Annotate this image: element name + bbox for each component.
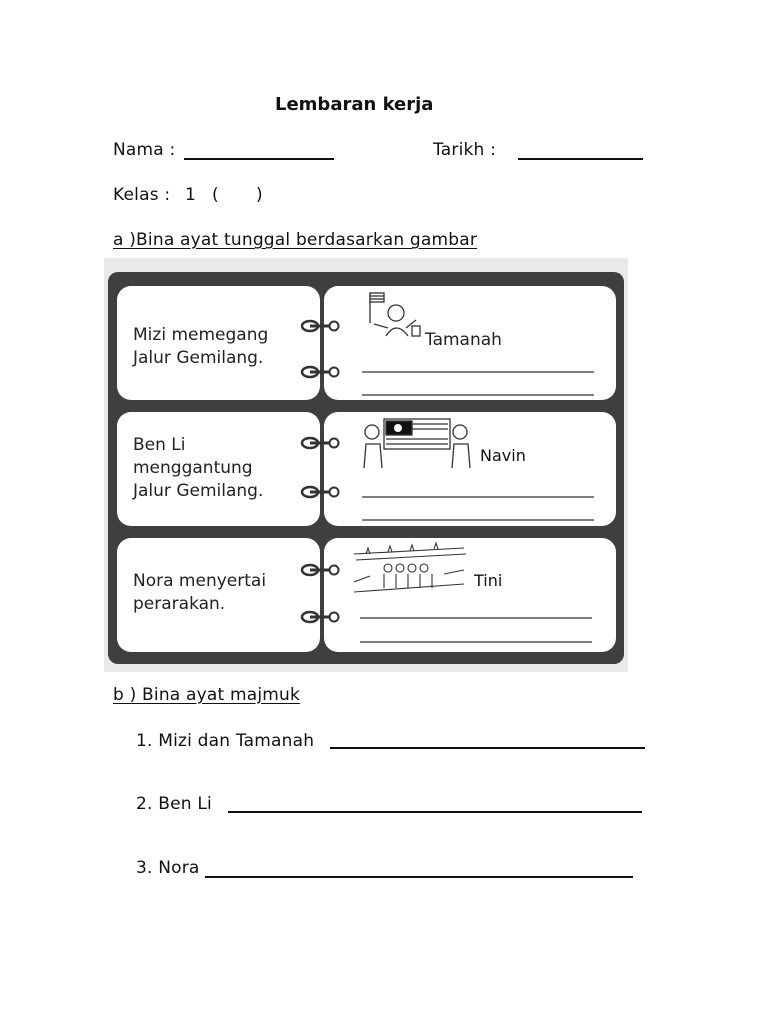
item-2-text: 2. Ben Li [136,794,212,814]
row-1-sentence-line1: Mizi memegang [133,325,269,345]
kelas-value: 1 [185,185,197,205]
row-1 [117,286,616,400]
kelas-bracket-open: ( [212,185,219,205]
item-1-text: 1. Mizi dan Tamanah [136,731,315,751]
kelas-label: Kelas : [113,185,171,205]
row-3-right-card [324,538,616,652]
section-b-heading: b ) Bina ayat majmuk [113,685,301,705]
row-2-sentence-line1: Ben Li [133,435,186,455]
item-3-text: 3. Nora [136,858,200,878]
row-1-name: Tamanah [425,330,502,350]
row-2 [117,412,616,526]
row-3-sentence-line1: Nora menyertai [133,571,267,591]
tarikh-label: Tarikh : [433,140,497,160]
section-a-heading: a )Bina ayat tunggal berdasarkan gambar [113,230,478,250]
item-1-answer-line[interactable] [330,747,645,749]
item-3-answer-line[interactable] [205,876,633,878]
row-3-sentence-line2: perarakan. [133,594,226,614]
nama-blank[interactable] [184,158,334,160]
row-3 [117,538,616,652]
worksheet-title: Lembaran kerja [275,94,434,115]
row-2-name: Navin [480,446,526,465]
picture-exercise-panel [104,258,628,672]
row-2-sentence-line3: Jalur Gemilang. [133,481,264,501]
exercise-illustration [104,258,628,672]
item-2-answer-line[interactable] [228,811,642,813]
kelas-bracket-close: ) [256,185,263,205]
row-2-sentence-line2: menggantung [133,458,253,478]
nama-label: Nama : [113,140,176,160]
row-1-sentence-line2: Jalur Gemilang. [133,348,264,368]
tarikh-blank[interactable] [518,158,643,160]
kelas-field[interactable] [226,186,254,206]
row-3-name: Tini [474,571,503,590]
